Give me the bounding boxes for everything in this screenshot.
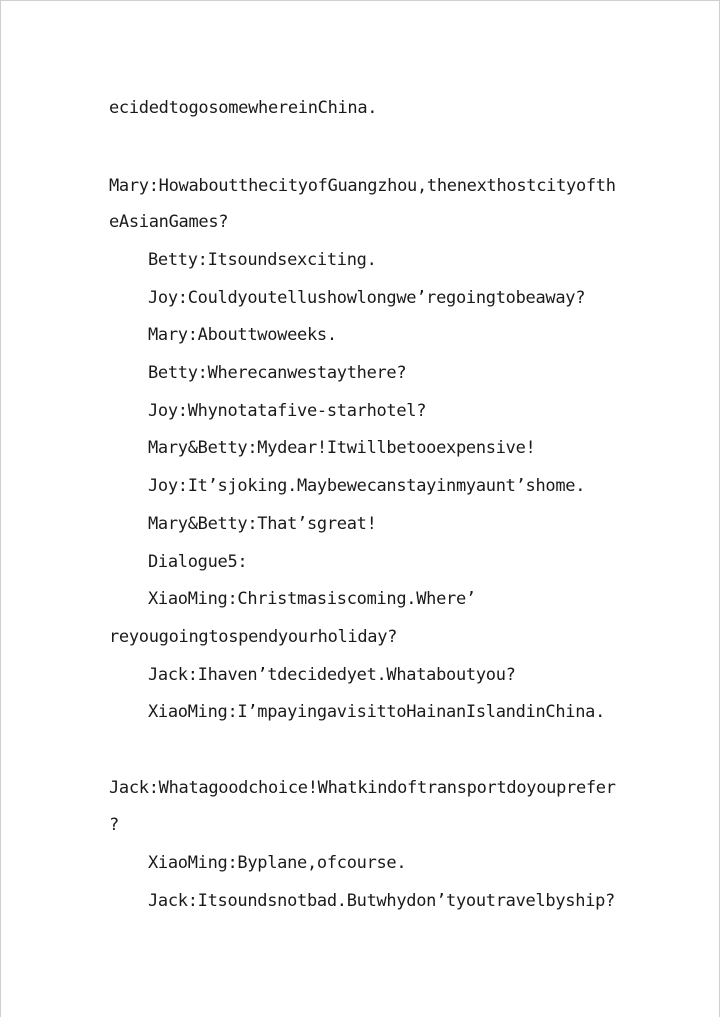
text-line: Betty:Itsoundsexciting. — [148, 250, 377, 270]
text-line: Jack:Itsoundsnotbad.Butwhydon’tyoutravelbyship? — [148, 891, 615, 911]
text-line: ecidedtogosomewhereinChina. — [109, 98, 378, 118]
text-line: Jack:Ihaven’tdecidedyet.Whataboutyou? — [148, 665, 516, 685]
text-line: Mary:HowaboutthecityofGuangzhou,thenexthostcityofth — [109, 176, 616, 196]
text-line: Joy:Whynotatafive-starhotel? — [148, 401, 427, 421]
text-line: Mary&Betty:That’sgreat! — [148, 514, 377, 534]
text-line: Betty:Wherecanwestaythere? — [148, 363, 407, 383]
text-line: XiaoMing:Christmasiscoming.Where’ — [148, 589, 476, 609]
text-line: Mary:Abouttwoweeks. — [148, 325, 337, 345]
text-line: Joy:It’sjoking.Maybewecanstayinmyaunt’shome. — [148, 476, 586, 496]
text-line: Dialogue5: — [148, 552, 248, 572]
text-line: Joy:Couldyoutellushowlongwe’regoingtobeaway? — [148, 288, 586, 308]
text-line: Jack:Whatagoodchoice!Whatkindoftransportdoyouprefer — [109, 778, 616, 798]
text-line: Mary&Betty:Mydear!Itwillbetooexpensive! — [148, 438, 536, 458]
text-line: eAsianGames? — [109, 212, 229, 232]
text-line: ? — [109, 815, 119, 835]
text-line: reyougoingtospendyourholiday? — [109, 627, 398, 647]
text-line: XiaoMing:I’mpayingavisittoHainanIslandinChina. — [148, 702, 606, 722]
text-line: XiaoMing:Byplane,ofcourse. — [148, 853, 407, 873]
